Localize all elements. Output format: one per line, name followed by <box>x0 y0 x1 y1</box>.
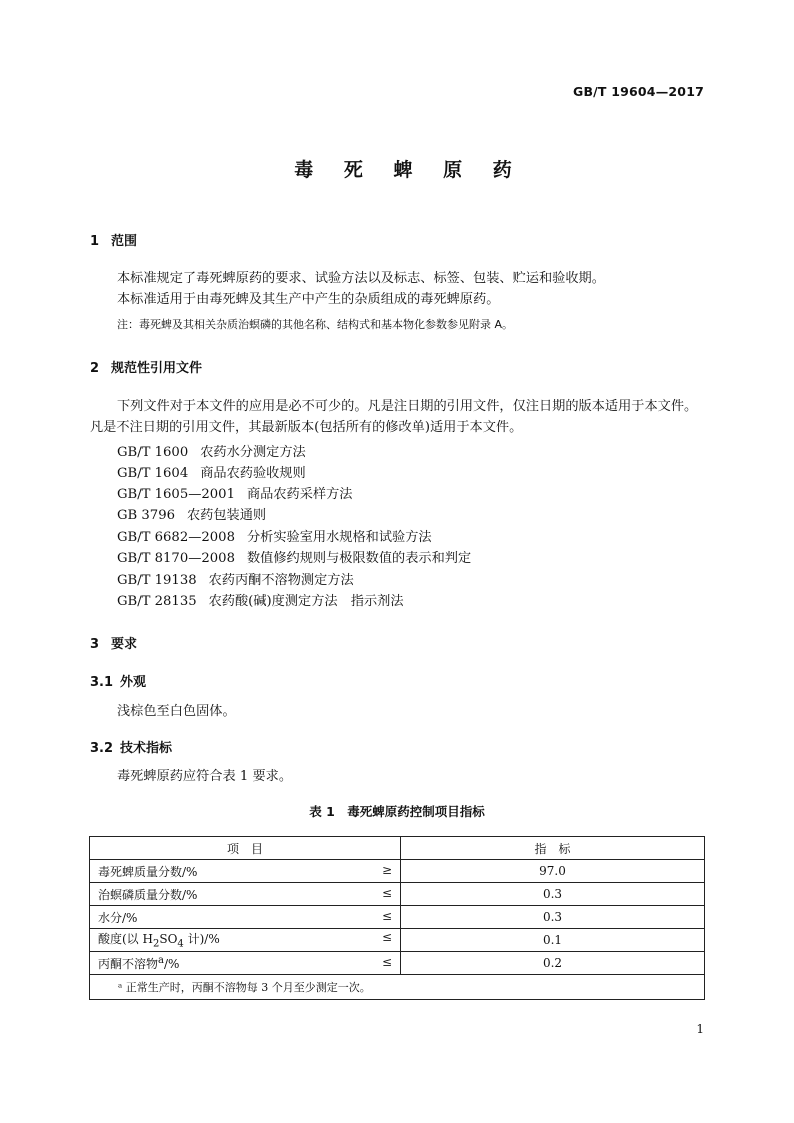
reference-name: 商品农药验收规则 <box>200 466 306 481</box>
item-name-part: 计)/% <box>183 932 220 947</box>
item-name-part: /% <box>163 956 180 971</box>
spec-text: 毒死蜱原药应符合表 1 要求。 <box>117 769 293 784</box>
item-name: 水分/% <box>98 910 138 925</box>
item-name: 治螟磷质量分数/% <box>98 887 198 902</box>
reference-item <box>117 483 352 502</box>
reference-code: GB/T 1605—2001 <box>117 487 235 502</box>
table-cell-item <box>90 883 401 906</box>
section-3-2-heading <box>90 737 172 756</box>
section-1-heading <box>90 230 137 249</box>
item-name <box>98 954 180 971</box>
table-row <box>90 952 705 975</box>
comparison-operator: ≤ <box>381 885 392 900</box>
section-number: 1 <box>90 234 100 249</box>
reference-name: 农药包装通则 <box>186 508 267 523</box>
table-cell-item <box>90 906 401 929</box>
reference-name: 数值修约规则与极限数值的表示和判定 <box>246 551 472 566</box>
reference-item <box>117 569 354 588</box>
reference-name: 分析实验室用水规格和试验方法 <box>246 530 432 545</box>
document-title: 毒 死 蜱 原 药 <box>294 159 524 181</box>
reference-name: 商品农药采样方法 <box>246 487 353 502</box>
reference-name: 农药丙酮不溶物测定方法 <box>208 573 354 588</box>
table-cell-value: 0.3 <box>401 883 705 906</box>
table-row <box>90 860 705 883</box>
reference-code: GB/T 19138 <box>117 573 197 588</box>
section-number: 3.2 <box>90 741 114 756</box>
comparison-operator: ≤ <box>381 908 392 923</box>
section-title: 要求 <box>111 637 138 652</box>
reference-name: 农药酸(碱)度测定方法 指示剂法 <box>208 594 404 609</box>
references-intro: 下列文件对于本文件的应用是必不可少的。凡是注日期的引用文件，仅注日期的版本适用于本文件。凡是不注日期的引用文件，其最新版本(包括所有的修改单)适用于本文件。 <box>90 399 698 435</box>
item-name-part: 丙酮不溶物 <box>98 956 159 971</box>
table-header-row <box>90 837 705 860</box>
reference-code: GB 3796 <box>117 508 175 523</box>
table-header-item: 项 目 <box>90 837 401 860</box>
reference-code: GB/T 1604 <box>117 466 189 481</box>
footnote-marker: a <box>158 954 164 966</box>
table-cell-value: 0.3 <box>401 906 705 929</box>
section-2-heading <box>90 357 202 376</box>
section-title: 外观 <box>120 675 147 690</box>
comparison-operator: ≥ <box>381 862 392 877</box>
section-number: 2 <box>90 361 100 376</box>
table-header-value: 指 标 <box>401 837 705 860</box>
reference-item <box>117 504 266 523</box>
appearance-text: 浅棕色至白色固体。 <box>117 704 236 719</box>
reference-code: GB/T 8170—2008 <box>117 551 235 566</box>
table-footnote-row <box>90 975 705 1000</box>
scope-paragraph-1: 本标准规定了毒死蜱原药的要求、试验方法以及标志、标签、包装、贮运和验收期。 <box>117 271 605 286</box>
reference-item <box>117 526 432 545</box>
section-number: 3.1 <box>90 675 114 690</box>
section-number: 3 <box>90 637 100 652</box>
table-cell-item <box>90 860 401 883</box>
table-row <box>90 883 705 906</box>
table-cell-item <box>90 952 401 975</box>
standard-code: GB/T 19604—2017 <box>572 84 704 99</box>
table-row <box>90 906 705 929</box>
item-name-part: SO <box>159 932 178 947</box>
spec-table <box>89 836 705 1000</box>
item-name <box>98 932 220 950</box>
scope-paragraph-2: 本标准适用于由毒死蜱及其生产中产生的杂质组成的毒死蜱原药。 <box>117 292 500 307</box>
table-cell-value: 0.2 <box>401 952 705 975</box>
item-name-part: 酸度(以 H <box>98 932 153 947</box>
reference-item <box>117 590 404 609</box>
section-3-heading <box>90 633 137 652</box>
comparison-operator: ≤ <box>381 930 392 945</box>
subscript: 2 <box>152 938 160 950</box>
section-3-1-heading <box>90 671 146 690</box>
table-cell-value: 0.1 <box>401 929 705 952</box>
section-title: 范围 <box>111 234 138 249</box>
reference-item <box>117 441 306 460</box>
table-footnote: ᵃ 正常生产时，丙酮不溶物每 3 个月至少测定一次。 <box>90 975 705 1000</box>
reference-name: 农药水分测定方法 <box>200 445 306 460</box>
table-caption: 表 1 毒死蜱原药控制项目指标 <box>309 804 485 819</box>
reference-item <box>117 547 471 566</box>
comparison-operator: ≤ <box>381 954 392 969</box>
table-cell-value: 97.0 <box>401 860 705 883</box>
page-number: 1 <box>696 1022 704 1036</box>
item-name: 毒死蜱质量分数/% <box>98 864 198 879</box>
table-row <box>90 929 705 952</box>
reference-item <box>117 462 306 481</box>
section-title: 规范性引用文件 <box>111 361 203 376</box>
table-cell-item <box>90 929 401 952</box>
scope-note: 注：毒死蜱及其相关杂质治螟磷的其他名称、结构式和基本物化参数参见附录 A。 <box>117 318 514 331</box>
reference-code: GB/T 1600 <box>117 445 189 460</box>
section-title: 技术指标 <box>120 741 173 756</box>
reference-code: GB/T 28135 <box>117 594 197 609</box>
subscript: 4 <box>177 938 184 950</box>
reference-code: GB/T 6682—2008 <box>117 530 235 545</box>
